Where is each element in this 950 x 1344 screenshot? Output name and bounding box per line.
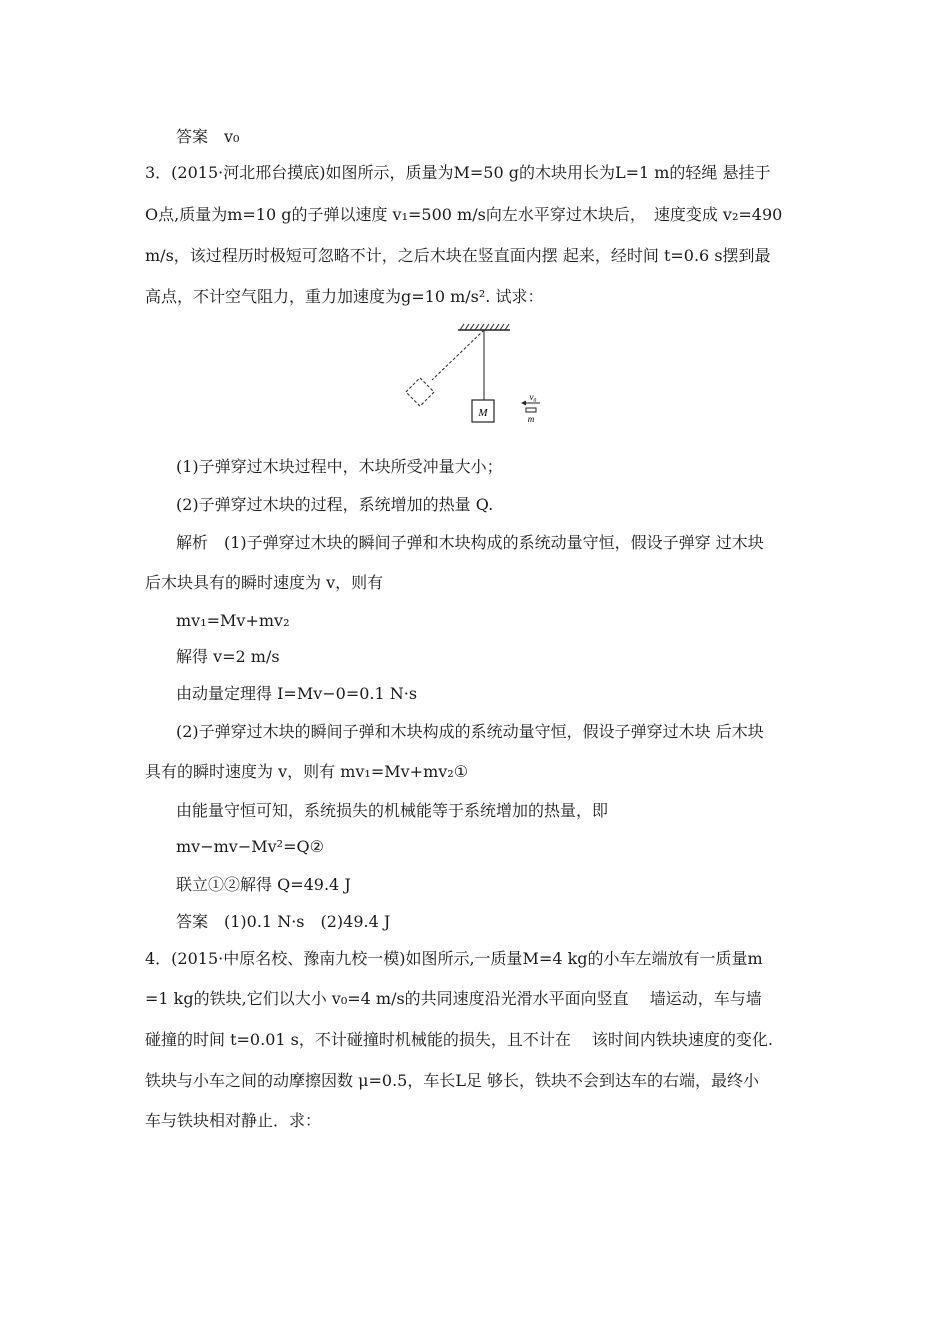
problem4-line2: =1 kg的铁块,它们以大小 v₀=4 m/s的共同速度沿光滑水平面向竖直 墙运动，车与墙 [145, 989, 762, 1008]
problem4-line4: 铁块与小车之间的动摩擦因数 μ=0.5，车长L足 够长，铁块不会到达车的右端，最终小 [145, 1071, 760, 1090]
problem3-line4: 高点，不计空气阻力，重力加速度为g=10 m/s². 试求： [145, 287, 544, 306]
equation-energy: mv−mv−Mv²=Q② [176, 837, 324, 856]
solution-line2: 后木块具有的瞬时速度为 v，则有 [145, 573, 384, 592]
solution-part2-line2: 具有的瞬时速度为 v，则有 mv₁=Mv+mv₂① [145, 762, 469, 781]
problem3-line2: O点,质量为m=10 g的子弹以速度 v₁=500 m/s向左水平穿过木块后， 速度变成 v₂=490 [145, 205, 783, 224]
solution-line1: 解析 (1)子弹穿过木块的瞬间子弹和木块构成的系统动量守恒，假设子弹穿 过木块 [176, 533, 764, 552]
solution-impulse: 由动量定理得 I=Mv−0=0.1 N·s [176, 684, 418, 703]
velocity-label: v₀ [529, 392, 537, 402]
problem3-line3: m/s，该过程历时极短可忽略不计，之后木块在竖直面内摆 起来，经时间 t=0.6 s摆到最 [145, 246, 771, 265]
solution-result-v: 解得 v=2 m/s [176, 647, 280, 666]
problem3-line1: 3．(2015·河北邢台摸底)如图所示，质量为M=50 g的木块用长为L=1 m的轻绳 悬挂于 [145, 163, 771, 182]
problem4-line1: 4．(2015·中原名校、豫南九校一模)如图所示,一质量M=4 kg的小车左端放有一质量m [145, 949, 763, 968]
pendulum-figure [400, 322, 550, 430]
solution-part2-line1: (2)子弹穿过木块的瞬间子弹和木块构成的系统动量守恒，假设子弹穿过木块 后木块 [176, 722, 764, 741]
answer-problem3: 答案 (1)0.1 N·s (2)49.4 J [176, 912, 391, 931]
question2: (2)子弹穿过木块的过程，系统增加的热量 Q. [176, 495, 494, 514]
bullet [526, 408, 536, 412]
energy-statement: 由能量守恒可知，系统损失的机械能等于系统增加的热量，即 [176, 801, 609, 820]
equation-momentum: mv₁=Mv+mv₂ [176, 611, 290, 630]
problem4-line5: 车与铁块相对静止．求： [145, 1111, 322, 1130]
answer-line: 答案 v₀ [176, 127, 240, 146]
swung-block [406, 378, 434, 406]
block-label: M [478, 407, 488, 419]
bullet-label: m [527, 414, 535, 424]
solution-result-Q: 联立①②解得 Q=49.4 J [176, 875, 351, 894]
swung-rope [432, 330, 484, 380]
problem4-line3: 碰撞的时间 t=0.01 s，不计碰撞时机械能的损失，且不计在 该时间内铁块速度的变化. [145, 1030, 774, 1049]
question1: (1)子弹穿过木块过程中，木块所受冲量大小； [176, 457, 503, 476]
